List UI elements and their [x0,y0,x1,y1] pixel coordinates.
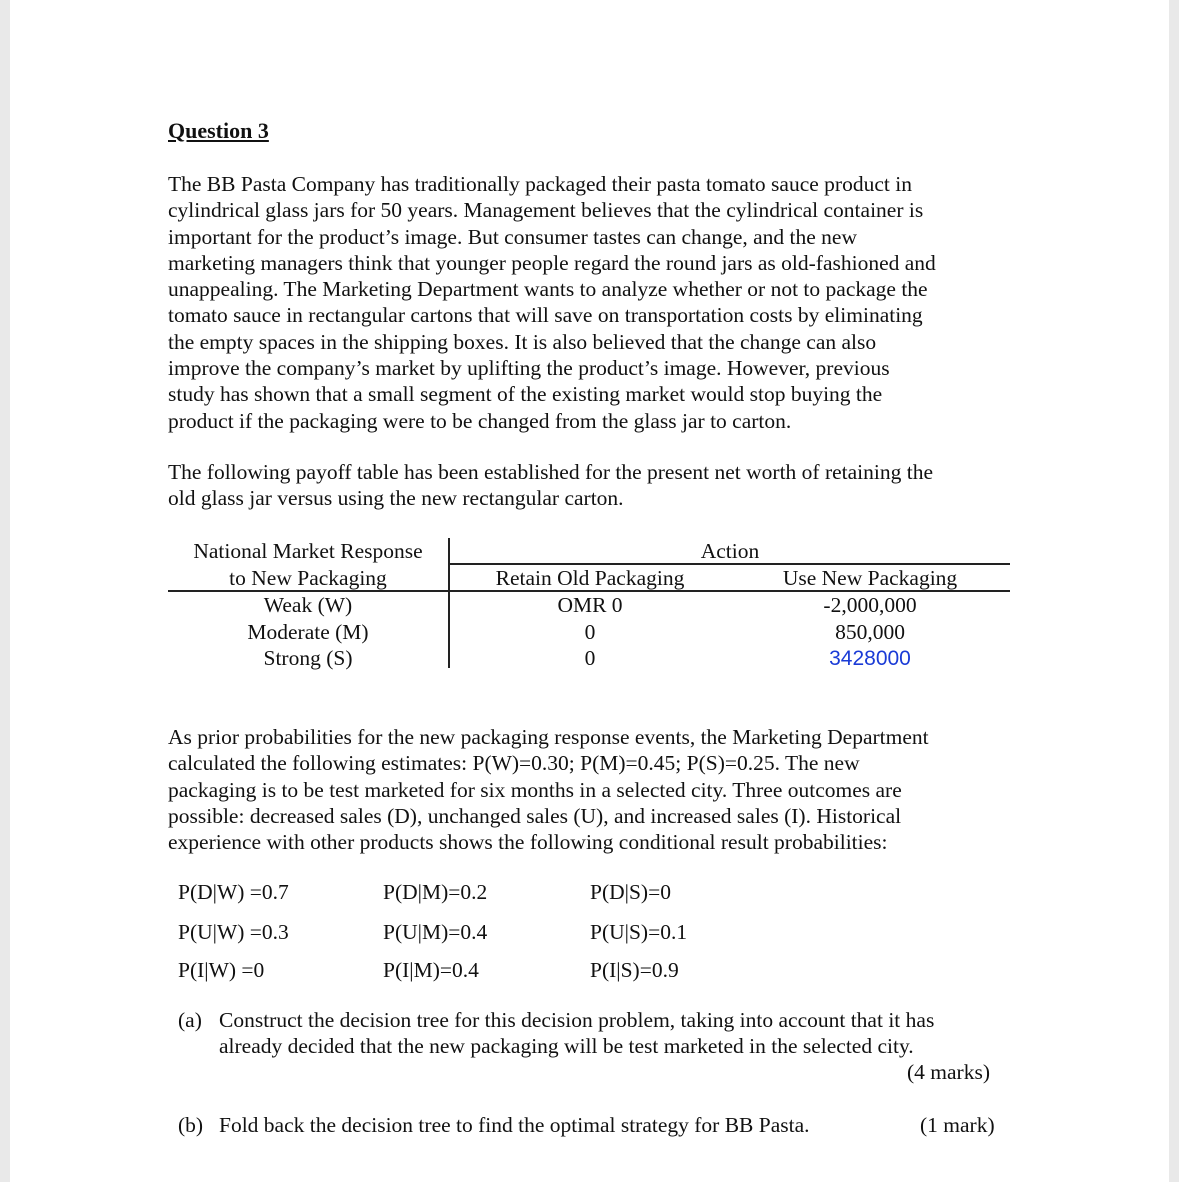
action-header: Action [700,539,760,563]
text-line: possible: decreased sales (D), unchanged sales (U), and increased sales (I). Historical [168,803,902,828]
prob-i-given-w: P(I|W) =0 [178,958,265,982]
text-line: The BB Pasta Company has traditionally packaged their pasta tomato sauce product in [168,172,912,196]
text-line: packaging is to be test marketed for six months in a selected city. Three outcomes are [168,777,902,802]
question-b-marks: (1 mark) [920,1113,995,1137]
question-heading: Question 3 [168,118,269,143]
text-line: study has shown that a small segment of the existing market would stop buying the [168,382,883,407]
prob-i-given-s: P(I|S)=0.9 [590,958,679,982]
payoff-moderate-new: 850,000 [835,620,905,644]
text-line: calculated the following estimates: P(W)=0.30; P(M)=0.45; P(S)=0.25. The new [168,751,860,776]
payoff-weak-new: -2,000,000 [823,593,917,617]
prob-u-given-s: P(U|S)=0.1 [590,920,688,944]
question-b-label: (b) [178,1113,204,1137]
text-line: As prior probabilities for the new packaging response events, the Marketing Department [168,725,929,749]
probabilities-paragraph [168,724,1008,855]
text-line: important for the product’s image. But consumer tastes can change, and the new [168,224,857,249]
header-divider [168,590,1010,592]
row-label-strong: Strong (S) [263,646,353,670]
text-line: marketing managers think that younger people regard the round jars as old-fashioned and [168,250,936,275]
row-header-line2: to New Packaging [229,566,387,590]
prob-d-given-m: P(D|M)=0.2 [383,880,488,904]
text-line: experience with other products shows the following conditional result probabilities: [168,830,888,855]
payoff-strong-new-handwritten: 3428000 [829,647,911,670]
text-line: the empty spaces in the shipping boxes. It is also believed that the change can also [168,329,877,354]
question-a-line2: already decided that the new packaging will be test marketed in the selected city. [219,1034,914,1058]
col-header-new: Use New Packaging [782,566,958,590]
text-line: old glass jar versus using the new rectangular carton. [168,486,624,511]
question-a-line1: Construct the decision tree for this decision problem, taking into account that it has [219,1008,935,1032]
payoff-moderate-retain: 0 [584,620,596,644]
text-line: The following payoff table has been established for the present net worth of retaining the [168,460,934,484]
row-header-line1: National Market Response [193,539,423,563]
text-line: tomato sauce in rectangular cartons that will save on transportation costs by eliminating [168,303,923,328]
payoff-weak-retain: OMR 0 [557,593,623,617]
question-a-marks: (4 marks) [907,1060,990,1084]
prob-u-given-m: P(U|M)=0.4 [383,920,488,944]
text-line: unappealing. The Marketing Department wants to analyze whether or not to package the [168,277,928,302]
prob-u-given-w: P(U|W) =0.3 [178,920,289,944]
payoff-strong-retain: 0 [584,646,596,670]
question-b-text: Fold back the decision tree to find the optimal strategy for BB Pasta. [219,1113,810,1137]
text-line: improve the company’s market by uplifting the product’s image. However, previous [168,356,890,381]
prob-d-given-w: P(D|W) =0.7 [178,880,289,904]
payoff-intro-paragraph [168,459,1008,512]
col-header-retain: Retain Old Packaging [495,566,685,590]
prob-i-given-m: P(I|M)=0.4 [383,958,479,982]
action-divider [450,563,1010,565]
question-a-label: (a) [178,1008,202,1032]
text-line: product if the packaging were to be changed from the glass jar to carton. [168,408,792,433]
row-label-weak: Weak (W) [263,593,353,617]
intro-paragraph [168,171,1008,434]
text-line: cylindrical glass jars for 50 years. Management believes that the cylindrical container is [168,198,924,223]
prob-d-given-s: P(D|S)=0 [590,880,671,904]
row-label-moderate: Moderate (M) [247,620,369,644]
